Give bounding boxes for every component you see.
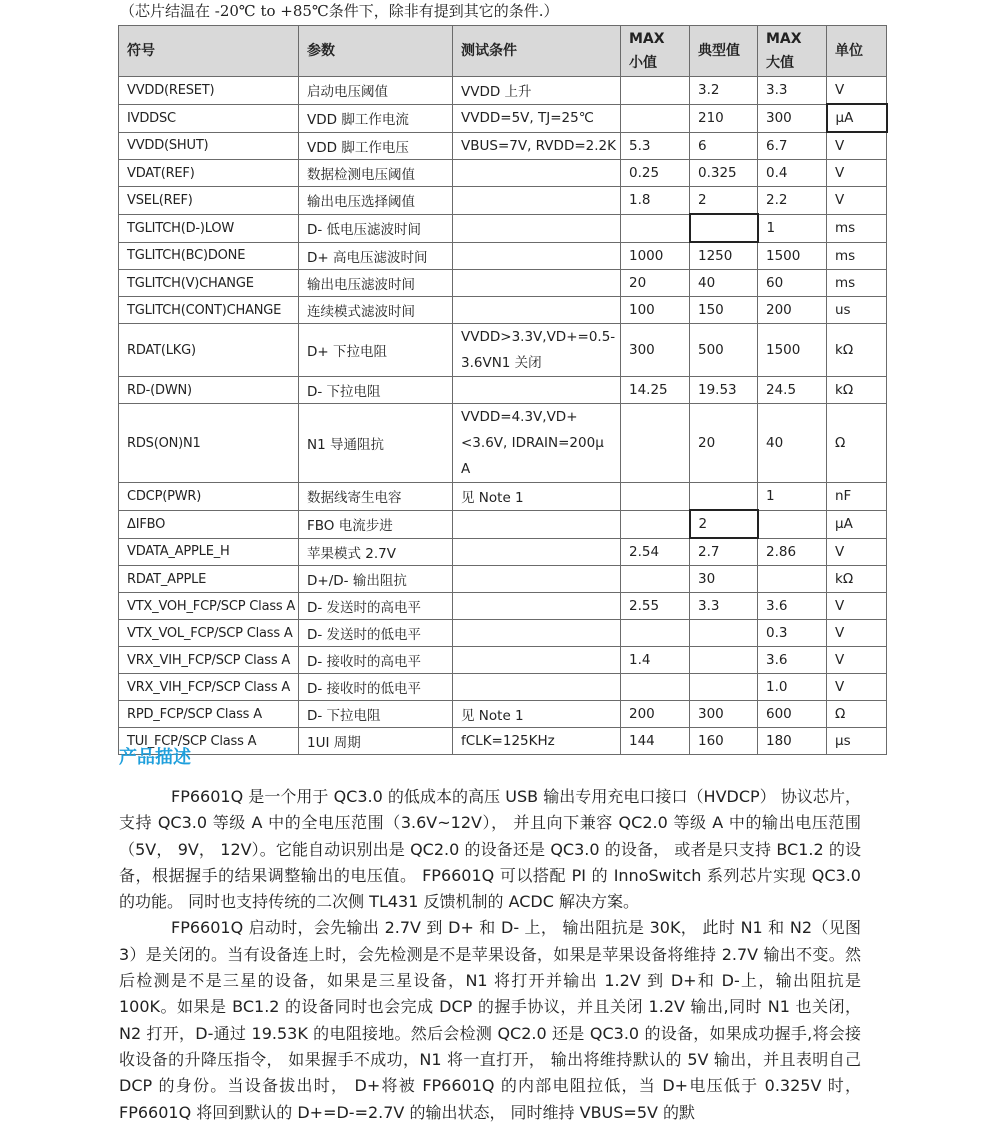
cell-min: 1.8 — [621, 187, 690, 215]
cell-min — [621, 77, 690, 105]
header-test-condition: 测试条件 — [453, 26, 621, 77]
cell-parameter: 输出电压选择阈值 — [299, 187, 453, 215]
cell-max: 2.2 — [758, 187, 827, 215]
table-row — [119, 242, 887, 270]
cell-unit: V — [827, 132, 887, 160]
cell-unit: kΩ — [827, 377, 887, 404]
cell-symbol: TGLITCH(V)CHANGE — [119, 270, 299, 297]
table-row — [119, 77, 887, 105]
cell-typ — [690, 483, 758, 511]
cell-unit: kΩ — [827, 324, 887, 377]
cell-min: 300 — [621, 324, 690, 377]
cell-symbol: TGLITCH(BC)DONE — [119, 242, 299, 270]
cell-parameter: 连续模式滤波时间 — [299, 297, 453, 324]
spec-table — [118, 25, 888, 755]
cell-max: 0.3 — [758, 620, 827, 647]
paragraph: FP6601Q 是一个用于 QC3.0 的低成本的高压 USB 输出专用充电口接口（HVDCP） 协议芯片， 支持 QC3.0 等级 A 中的全电压范围（3.6V~12V）， 并且向下兼容 QC2.0 等级 A 中的输出电压范围（5V， 9V， 12V）。它能自动识别出是 QC2.0 的设备还是 QC3.0 的设备， 或者是只支持 BC1.2 的设备，根据握手的结果调整输出的电压值。 FP6601Q 可以搭配 PI 的 InnoSwitch 系列芯片实现 QC3.0 的功能。 同时也支持传统的二次侧 TL431 反馈机制的 ACDC 解决方案。 — [119, 787, 861, 912]
cell-typ: 6 — [690, 132, 758, 160]
cell-min: 14.25 — [621, 377, 690, 404]
cell-typ: 3.2 — [690, 77, 758, 105]
cell-min — [621, 620, 690, 647]
cell-symbol: VTX_VOL_FCP/SCP Class A — [119, 620, 299, 647]
table-row — [119, 377, 887, 404]
cell-unit: V — [827, 593, 887, 620]
cell-min — [621, 510, 690, 538]
table-row — [119, 324, 887, 377]
cell-parameter: D- 接收时的低电平 — [299, 674, 453, 701]
cell-min — [621, 674, 690, 701]
cell-symbol: VTX_VOH_FCP/SCP Class A — [119, 593, 299, 620]
cell-symbol: VVDD(RESET) — [119, 77, 299, 105]
cell-unit: kΩ — [827, 566, 887, 593]
cell-typ: 500 — [690, 324, 758, 377]
cell-parameter: 数据检测电压阈值 — [299, 160, 453, 187]
cell-condition — [453, 674, 621, 701]
header-unit: 单位 — [827, 26, 887, 77]
cell-max: 0.4 — [758, 160, 827, 187]
cell-unit: Ω — [827, 701, 887, 728]
cell-unit: Ω — [827, 404, 887, 483]
cell-parameter: D- 下拉电阻 — [299, 701, 453, 728]
table-header-row — [119, 26, 887, 77]
table-row — [119, 510, 887, 538]
cell-typ: 2.7 — [690, 538, 758, 566]
cell-min: 1.4 — [621, 647, 690, 674]
cell-unit: V — [827, 77, 887, 105]
cell-typ: 2 — [690, 187, 758, 215]
cell-min — [621, 104, 690, 132]
cell-parameter: D- 发送时的低电平 — [299, 620, 453, 647]
cell-unit: V — [827, 674, 887, 701]
cell-unit: V — [827, 187, 887, 215]
cell-symbol: RD-(DWN) — [119, 377, 299, 404]
cell-min — [621, 404, 690, 483]
table-row — [119, 701, 887, 728]
cell-condition — [453, 187, 621, 215]
cell-typ: 160 — [690, 728, 758, 755]
cell-symbol: RDAT(LKG) — [119, 324, 299, 377]
cell-max: 200 — [758, 297, 827, 324]
cell-max: 60 — [758, 270, 827, 297]
cell-symbol: VVDD(SHUT) — [119, 132, 299, 160]
cell-condition: 见 Note 1 — [453, 483, 621, 511]
cell-condition — [453, 214, 621, 242]
cell-max: 3.6 — [758, 593, 827, 620]
cell-min: 1000 — [621, 242, 690, 270]
cell-condition — [453, 566, 621, 593]
cell-symbol: TUI_FCP/SCP Class A — [119, 728, 299, 755]
table-row — [119, 297, 887, 324]
cell-max: 1500 — [758, 242, 827, 270]
cell-symbol: RPD_FCP/SCP Class A — [119, 701, 299, 728]
cell-typ — [690, 674, 758, 701]
cell-parameter: N1 导通阻抗 — [299, 404, 453, 483]
cell-max: 600 — [758, 701, 827, 728]
table-row — [119, 160, 887, 187]
cell-max: 180 — [758, 728, 827, 755]
table-row — [119, 593, 887, 620]
table-row — [119, 483, 887, 511]
cell-symbol: VRX_VIH_FCP/SCP Class A — [119, 647, 299, 674]
cell-symbol: VSEL(REF) — [119, 187, 299, 215]
cell-condition: fCLK=125KHz — [453, 728, 621, 755]
table-row — [119, 620, 887, 647]
cell-typ: 300 — [690, 701, 758, 728]
cell-parameter: VDD 脚工作电压 — [299, 132, 453, 160]
cell-symbol: RDAT_APPLE — [119, 566, 299, 593]
cell-parameter: 输出电压滤波时间 — [299, 270, 453, 297]
cell-condition — [453, 620, 621, 647]
cell-symbol: VDATA_APPLE_H — [119, 538, 299, 566]
cell-condition: 见 Note 1 — [453, 701, 621, 728]
cell-unit: ms — [827, 214, 887, 242]
cell-symbol: RDS(ON)N1 — [119, 404, 299, 483]
cell-unit: nF — [827, 483, 887, 511]
cell-max: 3.3 — [758, 77, 827, 105]
cell-min: 0.25 — [621, 160, 690, 187]
table-row — [119, 187, 887, 215]
cell-typ: 0.325 — [690, 160, 758, 187]
cell-parameter: 苹果模式 2.7V — [299, 538, 453, 566]
cell-parameter: D- 发送时的高电平 — [299, 593, 453, 620]
cell-typ: 40 — [690, 270, 758, 297]
header-min: MAX 小值 — [621, 26, 690, 77]
cell-typ — [690, 214, 758, 242]
cell-typ: 2 — [690, 510, 758, 538]
cell-condition: VBUS=7V, RVDD=2.2K — [453, 132, 621, 160]
cell-unit: V — [827, 647, 887, 674]
cell-parameter: FBO 电流步进 — [299, 510, 453, 538]
table-row — [119, 647, 887, 674]
table-row — [119, 404, 887, 483]
table-row — [119, 104, 887, 132]
cell-min: 2.54 — [621, 538, 690, 566]
cell-condition — [453, 593, 621, 620]
paragraph: FP6601Q 启动时，会先输出 2.7V 到 D+ 和 D- 上， 输出阻抗是 30K， 此时 N1 和 N2（见图 3）是关闭的。当有设备连上时，会先检测是不是苹果设备，如果是苹果设备将维持 2.7V 输出不变。然后检测是不是三星的设备，如果是三星设备，N1 将打开并输出 1.2V 到 D+和 D-上，输出阻抗是 100K。如果是 BC1.2 的设备同时也会完成 DCP 的握手协议，并且关闭 1.2V 输出,同时 N1 也关闭，N2 打开，D-通过 19.53K 的电阻接地。然后会检测 QC2.0 还是 QC3.0 的设备，如果成功握手,将会接收设备的升降压指令， 如果握手不成功，N1 将一直打开， 输出将维持默认的 5V 输出，并且表明自己 DCP 的身份。当设备拔出时， D+将被 FP6601Q 的内部电阻拉低，当 D+电压低于 0.325V 时，FP6601Q 将回到默认的 D+=D-=2.7V 的输出状态， 同时维持 VBUS=5V 的默 — [119, 918, 861, 1122]
cell-condition: VVDD 上升 — [453, 77, 621, 105]
cell-max: 1500 — [758, 324, 827, 377]
cell-parameter: 启动电压阈值 — [299, 77, 453, 105]
cell-condition — [453, 538, 621, 566]
cell-parameter: D+ 高电压滤波时间 — [299, 242, 453, 270]
header-max: MAX 大值 — [758, 26, 827, 77]
description-text — [119, 784, 861, 1126]
cell-typ: 150 — [690, 297, 758, 324]
cell-min: 5.3 — [621, 132, 690, 160]
cell-condition — [453, 270, 621, 297]
cell-typ — [690, 620, 758, 647]
cell-max: 3.6 — [758, 647, 827, 674]
cell-max: 300 — [758, 104, 827, 132]
cell-max: 40 — [758, 404, 827, 483]
cell-symbol: VRX_VIH_FCP/SCP Class A — [119, 674, 299, 701]
cell-typ: 19.53 — [690, 377, 758, 404]
cell-parameter: 1UI 周期 — [299, 728, 453, 755]
cell-max: 24.5 — [758, 377, 827, 404]
cell-symbol: IVDDSC — [119, 104, 299, 132]
cell-unit: ms — [827, 270, 887, 297]
cell-parameter: D- 接收时的高电平 — [299, 647, 453, 674]
table-row — [119, 566, 887, 593]
cell-parameter: D+ 下拉电阻 — [299, 324, 453, 377]
cell-min: 200 — [621, 701, 690, 728]
cell-condition — [453, 510, 621, 538]
header-symbol: 符号 — [119, 26, 299, 77]
section-title: 产品描述 — [119, 747, 191, 768]
cell-max: 1 — [758, 214, 827, 242]
cell-condition — [453, 297, 621, 324]
cell-parameter: 数据线寄生电容 — [299, 483, 453, 511]
table-row — [119, 728, 887, 755]
cell-max — [758, 566, 827, 593]
header-parameter: 参数 — [299, 26, 453, 77]
cell-max: 1.0 — [758, 674, 827, 701]
table-caption: （芯片结温在 -20℃ to +85℃条件下，除非有提到其它的条件.） — [120, 2, 559, 20]
cell-condition: VVDD=4.3V,VD+<3.6V, IDRAIN=200μ A — [453, 404, 621, 483]
cell-max: 1 — [758, 483, 827, 511]
cell-unit: V — [827, 620, 887, 647]
cell-min: 100 — [621, 297, 690, 324]
cell-parameter: D- 低电压滤波时间 — [299, 214, 453, 242]
cell-unit: μA — [827, 104, 887, 132]
cell-typ — [690, 647, 758, 674]
cell-symbol: CDCP(PWR) — [119, 483, 299, 511]
cell-symbol: TGLITCH(D-)LOW — [119, 214, 299, 242]
cell-unit: μA — [827, 510, 887, 538]
cell-symbol: VDAT(REF) — [119, 160, 299, 187]
cell-max — [758, 510, 827, 538]
table-row — [119, 270, 887, 297]
cell-typ: 210 — [690, 104, 758, 132]
cell-condition — [453, 160, 621, 187]
cell-typ: 30 — [690, 566, 758, 593]
cell-condition — [453, 647, 621, 674]
cell-symbol: ΔIFBO — [119, 510, 299, 538]
cell-condition — [453, 377, 621, 404]
cell-unit: μs — [827, 728, 887, 755]
cell-min — [621, 214, 690, 242]
cell-parameter: D+/D- 输出阻抗 — [299, 566, 453, 593]
cell-min — [621, 483, 690, 511]
cell-min: 2.55 — [621, 593, 690, 620]
table-row — [119, 538, 887, 566]
cell-condition: VVDD>3.3V,VD+=0.5-3.6VN1 关闭 — [453, 324, 621, 377]
cell-typ: 20 — [690, 404, 758, 483]
cell-max: 6.7 — [758, 132, 827, 160]
cell-symbol: TGLITCH(CONT)CHANGE — [119, 297, 299, 324]
cell-unit: V — [827, 538, 887, 566]
cell-unit: V — [827, 160, 887, 187]
table-row — [119, 132, 887, 160]
cell-min: 20 — [621, 270, 690, 297]
cell-typ: 3.3 — [690, 593, 758, 620]
cell-condition: VVDD=5V, TJ=25℃ — [453, 104, 621, 132]
table-row — [119, 674, 887, 701]
cell-parameter: D- 下拉电阻 — [299, 377, 453, 404]
cell-max: 2.86 — [758, 538, 827, 566]
cell-parameter: VDD 脚工作电流 — [299, 104, 453, 132]
cell-unit: ms — [827, 242, 887, 270]
cell-min: 144 — [621, 728, 690, 755]
header-typ: 典型值 — [690, 26, 758, 77]
table-row — [119, 214, 887, 242]
cell-unit: us — [827, 297, 887, 324]
cell-min — [621, 566, 690, 593]
cell-typ: 1250 — [690, 242, 758, 270]
cell-condition — [453, 242, 621, 270]
